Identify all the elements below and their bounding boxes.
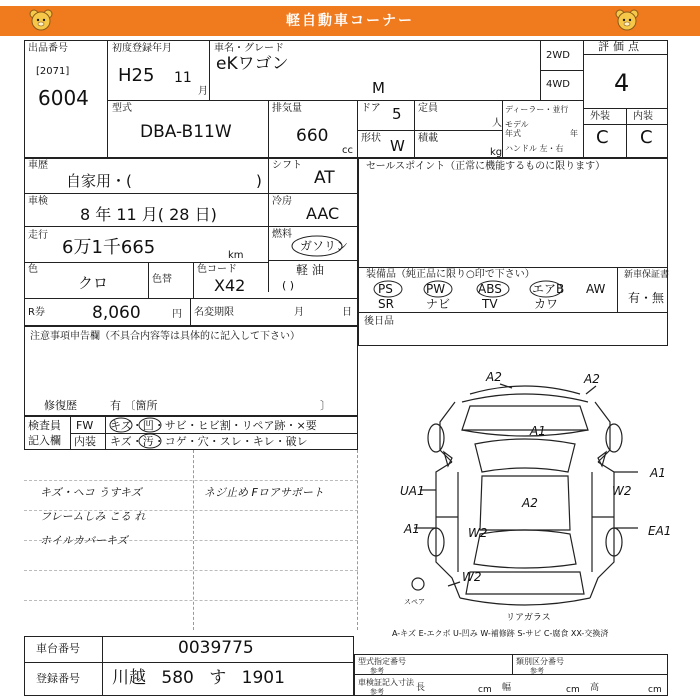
equip-abs: ABS <box>478 282 502 296</box>
shape-value: W <box>390 137 405 155</box>
ac-value: AAC <box>306 204 340 223</box>
color-change-label: 色替 <box>152 274 172 285</box>
first-registration-label: 初度登録年月 <box>112 43 172 54</box>
first-registration-era: H25 <box>118 65 155 86</box>
dimensions-ref: 参考 <box>370 688 384 696</box>
handwritten-note-4: ネジ止め Fロアサポート <box>204 486 324 499</box>
damage-w2-right: W2 <box>612 484 632 498</box>
damage-w2-rear: W2 <box>462 570 482 584</box>
width-label: 幅 <box>502 683 512 693</box>
mileage-label: 走行 <box>28 230 48 241</box>
length-label: 長 <box>416 683 426 693</box>
warranty-label: 新車保証書 <box>624 270 670 280</box>
lot-sub-code: [2071] <box>36 66 70 77</box>
exterior-label: 外装 <box>590 111 610 122</box>
history-label: 車歴 <box>28 160 48 171</box>
drive-4wd: 4WD <box>546 79 570 90</box>
color-label: 色 <box>28 264 38 275</box>
damage-a2-front-bumper-right: A2 <box>584 372 600 386</box>
header-banner <box>0 6 700 36</box>
equip-navi: ナビ <box>426 297 451 311</box>
capacity-label: 定員 <box>418 103 438 114</box>
color-value: クロ <box>78 274 109 292</box>
lot-number-label: 出品番号 <box>28 43 68 54</box>
fuel-label: 燃料 <box>272 229 292 240</box>
equipment-circle-marks-icon <box>370 279 570 299</box>
car-grade: M <box>372 79 385 97</box>
bear-mascot-icon <box>614 8 640 34</box>
car-name: eKワゴン <box>216 54 289 74</box>
check-circle-marks-icon <box>104 416 194 450</box>
shift-label: シフト <box>272 160 302 171</box>
repair-label: 修復歴 <box>44 399 77 412</box>
equip-pw: PW <box>426 282 446 296</box>
load-label: 積載 <box>418 133 438 144</box>
interior-label: 内装 <box>633 111 653 122</box>
fw-items: キズ・凹・サビ・ヒビ割・リペア跡・×要 <box>110 419 317 432</box>
chassis-number: 0039775 <box>178 638 254 658</box>
shape-label: 形状 <box>361 133 381 144</box>
first-registration-month: 11 <box>174 70 192 86</box>
model-value: DBA-B11W <box>140 122 232 142</box>
shift-value: AT <box>314 168 335 188</box>
recycle-value: 8,060 <box>92 303 141 323</box>
fuel-circle-mark-icon <box>290 234 344 258</box>
doors-label: ドア <box>361 103 381 114</box>
warranty-value: 有・無 <box>628 291 665 305</box>
drive-2wd: 2WD <box>546 50 570 61</box>
handwritten-note-1: キズ・ヘコ うすキズ <box>40 486 142 499</box>
interior-check-items: キズ・汚・コゲ・穴・スレ・キレ・破レ <box>110 435 308 448</box>
dealer-label: ディーラー・並行 <box>505 105 569 114</box>
equip-aw: AW <box>586 282 606 296</box>
spare-label: スペア <box>404 598 425 606</box>
fw-label: FW <box>76 419 94 432</box>
repair-close: 〕 <box>320 399 331 412</box>
interior-grade: C <box>640 127 653 148</box>
repair-value: 有 〔箇所 <box>110 399 158 412</box>
color-code-label: 色コード <box>197 264 237 275</box>
chassis-label: 車台番号 <box>36 642 80 655</box>
damage-ea1-right-rear: EA1 <box>648 524 672 538</box>
entry-label: 記入欄 <box>28 434 61 447</box>
damage-ua1-left: UA1 <box>400 484 425 498</box>
exterior-grade: C <box>596 127 609 148</box>
class-number-ref: 参考 <box>530 667 544 675</box>
equip-ps: PS <box>378 282 393 296</box>
equip-airbag: エアB <box>532 282 565 296</box>
year-unit: 年 <box>570 129 578 138</box>
equip-leather: カワ <box>534 297 559 311</box>
model-year-label: モデル <box>505 120 529 129</box>
damage-a2-front-bumper-left: A2 <box>486 370 502 384</box>
title-expiry-day: 日 <box>342 307 352 318</box>
title-expiry-month: 月 <box>294 307 304 318</box>
fuel-gasoline: ガソリン <box>300 239 349 253</box>
ac-label: 冷房 <box>272 196 292 207</box>
equip-sr: SR <box>378 297 394 311</box>
registration-number: 川越 580 す 1901 <box>112 668 285 688</box>
load-unit: kg <box>490 147 503 158</box>
width-unit: cm <box>566 685 580 695</box>
car-name-grade-label: 車名・グレード <box>214 43 284 54</box>
mileage-unit: km <box>228 250 244 261</box>
top-info-block <box>24 40 668 158</box>
lot-number: 6004 <box>38 86 89 110</box>
capacity-unit: 人 <box>492 118 502 129</box>
class-number-label: 類別区分番号 <box>516 657 564 666</box>
year-label: 年式 <box>505 129 521 138</box>
inspection-label: 車検 <box>28 196 48 207</box>
header-title: 軽自動車コーナー <box>286 13 414 29</box>
damage-a2-roof: A2 <box>522 496 538 510</box>
displacement-label: 排気量 <box>272 103 302 114</box>
length-unit: cm <box>478 685 492 695</box>
designation-label: 型式指定番号 <box>358 657 406 666</box>
damage-a1-hood: A1 <box>530 424 546 438</box>
designation-ref: 参考 <box>370 667 384 675</box>
fuel-other: ( ) <box>282 279 295 292</box>
damage-w2-left: W2 <box>468 526 488 540</box>
damage-legend: A-キズ E-エクボ U-凹み W-補修跡 S-サビ C-腐食 XX-交換済 <box>392 629 609 638</box>
color-code-value: X42 <box>214 276 246 295</box>
mileage-value: 6万1千665 <box>62 237 156 258</box>
handwritten-note-3: ホイルカバーキズ <box>40 534 128 547</box>
sales-equipment-block <box>358 158 668 346</box>
damage-a1-right-front: A1 <box>650 466 666 480</box>
handle-label: ハンドル 左・右 <box>505 144 564 153</box>
registration-label: 登録番号 <box>36 672 80 685</box>
score-value: 4 <box>614 69 630 97</box>
history-close: ) <box>256 172 262 190</box>
displacement-value: 660 <box>296 126 329 146</box>
inspection-value: 8 年 11 月( 28 日) <box>80 205 217 224</box>
displacement-unit: cc <box>342 145 353 156</box>
score-label: 評価点 <box>598 40 643 53</box>
notes-label: 注意事項申告欄（不具合内容等は具体的に記入して下さい） <box>30 331 300 342</box>
equipment-label: 装備品（純正品に限り○印で下さい） <box>366 269 535 280</box>
height-label: 高 <box>590 683 600 693</box>
title-expiry-label: 名変期限 <box>194 307 234 318</box>
damage-a1-left-rear: A1 <box>404 522 420 536</box>
inspector-label: 検査員 <box>28 419 61 432</box>
model-label: 型式 <box>112 103 132 114</box>
recycle-unit: 円 <box>172 309 182 320</box>
height-unit: cm <box>648 685 662 695</box>
rear-glass-label: リアガラス <box>506 613 551 623</box>
dimensions-label: 車検証記入寸法 <box>358 678 414 687</box>
doors-value: 5 <box>392 105 402 123</box>
equip-tv: TV <box>482 297 498 311</box>
month-unit: 月 <box>198 86 208 97</box>
fuel-diesel: 軽 油 <box>296 263 324 277</box>
recycle-label: R券 <box>28 307 45 318</box>
history-value: 自家用・( <box>66 172 132 190</box>
handwritten-note-2: フレームしみ こる れ <box>40 510 146 523</box>
sales-point-label: セールスポイント（正常に機能するものに限ります） <box>366 161 606 172</box>
aftermarket-label: 後日品 <box>364 316 394 327</box>
interior-check-label: 内装 <box>74 435 96 448</box>
